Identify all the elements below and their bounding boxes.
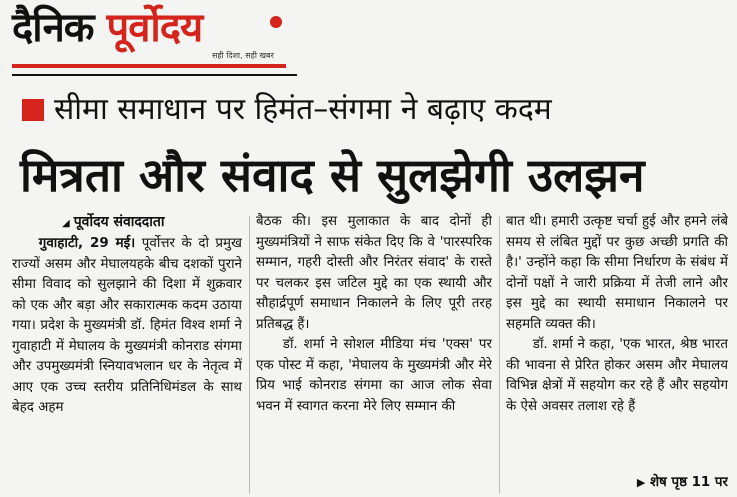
byline <box>62 212 242 234</box>
article-paragraph: बैठक की। इस मुलाकात के बाद दोनों ही मुख्यमंत्रियों ने साफ संकेत दिए कि वे 'पारस्परिक सम्मान, गहरी दोस्ती और निरंतर संवाद' के रास्ते पर चलकर इस जटिल मुद्दे का एक स्थायी और सौहार्द्रपूर्ण समाधान निकालने के लिए पूरी तरह प्रतिबद्ध हैं। <box>256 214 492 332</box>
headline: मित्रता और संवाद से सुलझेगी उलझन <box>20 148 645 202</box>
column-1-text: पूर्वोत्तर के दो प्रमुख राज्यों असम और मेघालयहके बीच दशकों पुराने सीमा विवाद को सुलझाने की दिशा में शुक्रवार को एक और बड़ा और सकारात्मक कदम उठाया गया। प्रदेश के मुख्यमंत्री डॉ. हिमंत विश्व शर्मा ने गुवाहाटी में मेघालय के मुख्यमंत्री कोनराड संगमा और उपमुख्यमंत्री स्नियावभलान धर के नेतृत्व में आए एक उच्च स्तरीय प्रतिनिधिमंडल के साथ बेहद अहम <box>12 236 242 415</box>
dateline: गुवाहाटी, 29 मई। <box>38 236 136 251</box>
column-divider <box>499 216 500 494</box>
logo-sun-dot-icon <box>270 16 282 28</box>
article-paragraph: डॉ. शर्मा ने सोशल मीडिया मंच 'एक्स' पर एक पोस्ट में कहा, 'मेघालय के मुख्यमंत्री और मेरे प्रिय भाई कोनराड संगमा का आज लोक सेवा भवन में स्वागत करना मेरे लिए सम्मान की <box>256 337 492 414</box>
masthead <box>12 6 286 70</box>
masthead-black-rule <box>12 74 297 76</box>
article-column-3 <box>506 212 728 497</box>
subheadline <box>22 90 552 130</box>
newspaper-logo <box>12 6 202 50</box>
logo-word-dainik: दैनिक <box>12 5 94 51</box>
logo-tagline: सही दिशा, सही खबर <box>212 51 274 60</box>
byline-triangle-icon: ◢ <box>62 218 70 229</box>
continue-arrow-icon: ▶ <box>636 475 646 489</box>
article-paragraph: बात थी। हमारी उत्कृष्ट चर्चा हुई और हमने लंबे समय से लंबित मुद्दों पर कुछ अच्छी प्रगति की है।' उन्होंने कहा कि सीमा निर्धारण के संबंध में दोनों पक्षों ने जारी प्रक्रिया में तेजी लाने और इस मुद्दे का स्थायी समाधान निकालने पर सहमति व्यक्त की। <box>506 214 728 332</box>
red-square-bullet-icon <box>22 99 44 121</box>
article-paragraph: डॉ. शर्मा ने कहा, 'एक भारत, श्रेष्ठ भारत की भावना से प्रेरित होकर असम और मेघालय विभिन्न क्षेत्रों में सहयोग कर रहे हैं और सहयोग के ऐसे अवसर तलाश रहे हैं <box>506 337 728 414</box>
byline-text: पूर्वोदय संवाददाता <box>73 214 165 230</box>
article-column-2 <box>256 212 492 497</box>
article-column-1 <box>12 212 242 497</box>
logo-word-purvoday: पूर्वोदय <box>106 5 203 51</box>
continued-text: शेष पृष्ठ 11 पर <box>649 474 728 490</box>
article-body <box>12 212 728 497</box>
subheadline-text: सीमा समाधान पर हिमंत–संगमा ने बढ़ाए कदम <box>54 92 552 127</box>
masthead-red-rule <box>12 64 286 68</box>
continued-on-page <box>633 473 728 494</box>
column-divider <box>249 216 250 494</box>
article-paragraph <box>12 234 242 419</box>
